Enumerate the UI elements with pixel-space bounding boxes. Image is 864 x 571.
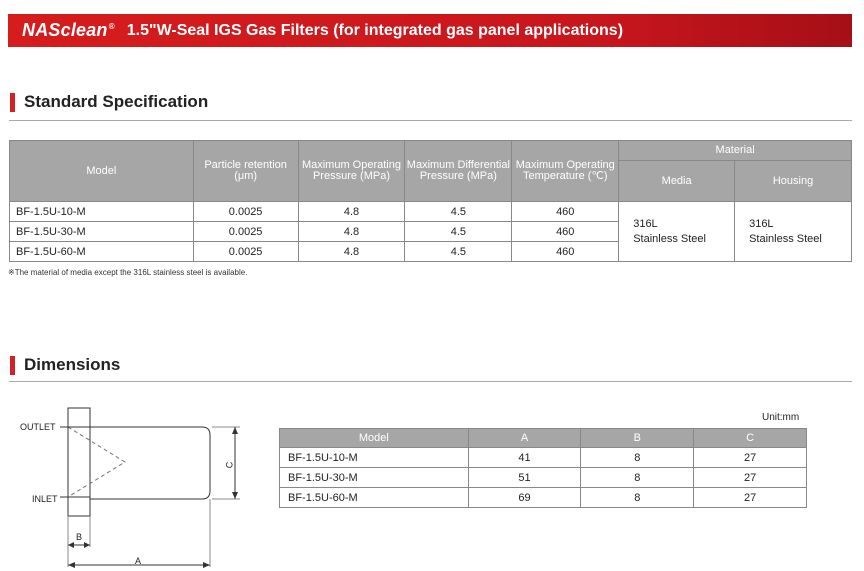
section-heading-dimensions: Dimensions (10, 355, 120, 375)
cell-op-pressure: 4.8 (298, 202, 405, 222)
page-banner (8, 14, 852, 47)
cell-a: 41 (468, 448, 581, 468)
cell-diff-pressure: 4.5 (405, 202, 512, 222)
dimension-b-label: B (76, 532, 83, 542)
table-row (280, 468, 807, 488)
brand-logo: NASclean® (22, 20, 115, 40)
body-shape (90, 427, 210, 499)
header-max-diff-pressure: Maximum Differential Pressure (MPa) (405, 141, 512, 202)
inlet-label: INLET (32, 494, 58, 504)
unit-label: Unit:mm (762, 412, 800, 423)
cell-b: 8 (581, 488, 694, 508)
dimensions-table (279, 428, 807, 508)
cell-temp: 460 (512, 202, 619, 222)
cell-b: 8 (581, 468, 694, 488)
cell-retention: 0.0025 (193, 242, 298, 262)
header-model: Model (10, 141, 194, 202)
page-title: 1.5"W-Seal IGS Gas Filters (for integrated gas panel applications) (126, 21, 624, 39)
cell-op-pressure: 4.8 (298, 222, 405, 242)
header-max-op-pressure: Maximum Operating Pressure (MPa) (298, 141, 405, 202)
cell-a: 51 (468, 468, 581, 488)
dimension-a-label: A (135, 556, 142, 566)
section-divider (9, 120, 852, 121)
material-note: ※The material of media except the 316L stainless steel is available. (8, 268, 248, 277)
header-model: Model (280, 429, 469, 448)
cell-model: BF-1.5U-60-M (280, 488, 469, 508)
cell-c: 27 (694, 488, 807, 508)
flow-path (68, 427, 125, 497)
header-media: Media (619, 161, 735, 202)
section-marker (10, 356, 15, 375)
cell-b: 8 (581, 448, 694, 468)
cell-model: BF-1.5U-30-M (280, 468, 469, 488)
table-row (10, 202, 852, 222)
header-material: Material (619, 141, 852, 161)
cell-model: BF-1.5U-10-M (280, 448, 469, 468)
cell-retention: 0.0025 (193, 222, 298, 242)
cell-model: BF-1.5U-60-M (10, 242, 194, 262)
cell-c: 27 (694, 448, 807, 468)
cell-media-material: 316L Stainless Steel (619, 202, 735, 262)
header-a: A (468, 429, 581, 448)
cell-op-pressure: 4.8 (298, 242, 405, 262)
section-divider (9, 381, 852, 382)
cell-temp: 460 (512, 242, 619, 262)
cell-model: BF-1.5U-30-M (10, 222, 194, 242)
table-row (280, 448, 807, 468)
table-row (280, 488, 807, 508)
cell-temp: 460 (512, 222, 619, 242)
outlet-label: OUTLET (20, 422, 56, 432)
header-housing: Housing (735, 161, 852, 202)
cell-a: 69 (468, 488, 581, 508)
flange-shape (68, 408, 90, 516)
cell-diff-pressure: 4.5 (405, 222, 512, 242)
cell-retention: 0.0025 (193, 202, 298, 222)
cell-housing-material: 316L Stainless Steel (735, 202, 852, 262)
cell-model: BF-1.5U-10-M (10, 202, 194, 222)
header-c: C (694, 429, 807, 448)
section-heading-standard-spec: Standard Specification (10, 92, 208, 112)
section-marker (10, 93, 15, 112)
header-b: B (581, 429, 694, 448)
header-particle-retention: Particle retention (μm) (193, 141, 298, 202)
dimension-c-label: C (224, 461, 235, 469)
cell-c: 27 (694, 468, 807, 488)
cell-diff-pressure: 4.5 (405, 242, 512, 262)
spec-table (9, 140, 852, 262)
header-max-op-temp: Maximum Operating Temperature (℃) (512, 141, 619, 202)
